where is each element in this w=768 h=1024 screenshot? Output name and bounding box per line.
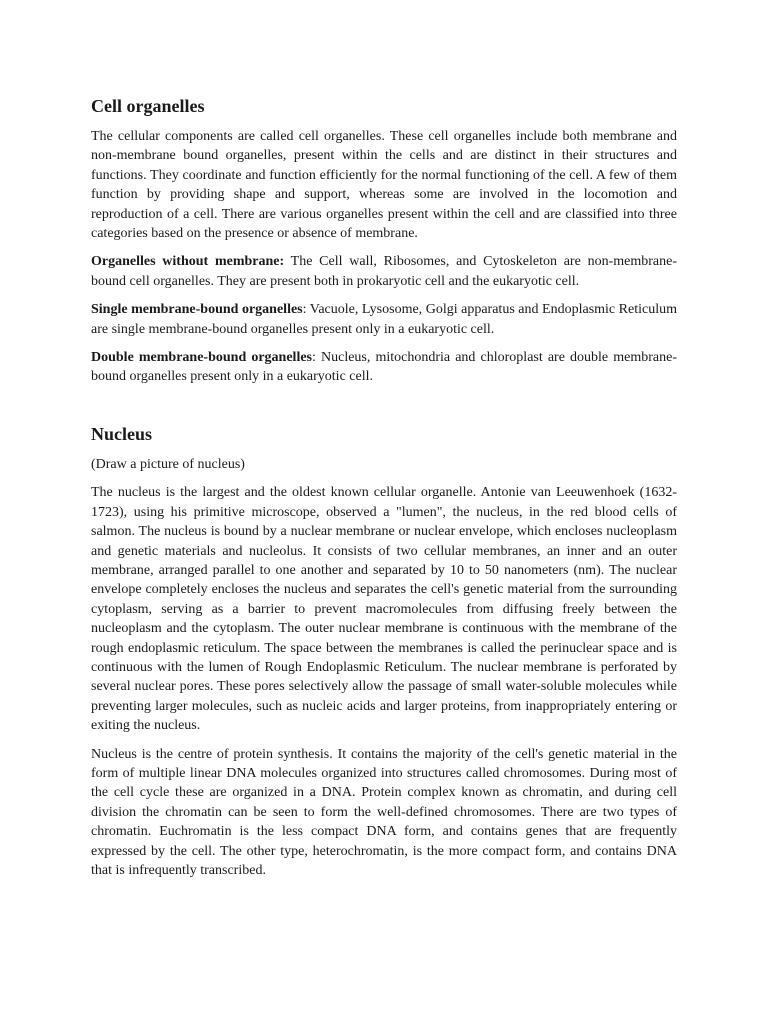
category-without-membrane — [91, 252, 677, 291]
category-text: : Vacuole, Lysosome, Golgi apparatus and Endoplasmic Reticulum are single membrane-bound organelles present only in a eukaryotic cell. — [91, 302, 677, 337]
intro-paragraph: The cellular components are called cell organelles. These cell organelles include both membrane and non-membrane bound organelles, present within the cells and are distinct in their structures and functions. They coordinate and function efficiently for the normal functioning of the cell. A few of them function by providing shape and support, whereas some are involved in the locomotion and reproduction of a cell. There are various organelles present within the cell and are classified into three categories based on the presence or absence of membrane. — [91, 129, 677, 242]
nucleus-paragraph-1: The nucleus is the largest and the oldest known cellular organelle. Antonie van Leeuwenhoek (1632-1723), using his primitive microscope, observed a "lumen", the nucleus, in the red blood cells of salmon. The nucleus is bound by a nuclear membrane or nuclear envelope, which encloses nucleoplasm and genetic materials and nucleolus. It consists of two cellular membranes, an inner and an outer membrane, arranged parallel to one another and separated by 10 to 50 nanometers (nm). The nuclear envelope completely encloses the nucleus and separates the cell's genetic material from the surrounding cytoplasm, serving as a barrier to prevent macromolecules from diffusing freely between the nucleoplasm and the cytoplasm. The outer nuclear membrane is continuous with the membrane of the rough endoplasmic reticulum. The space between the membranes is called the perinuclear space and is continuous with the lumen of Rough Endoplasmic Reticulum. The nuclear membrane is perforated by several nuclear pores. These pores selectively allow the passage of small water-soluble molecules while preventing larger molecules, such as nucleic acids and larger proteins, from inappropriately entering or exiting the nucleus. — [91, 485, 677, 734]
category-text: The Cell wall, Ribosomes, and Cytoskeleton are non-membrane-bound cell organelles. They are present both in prokaryotic cell and the eukaryotic cell. — [91, 254, 677, 289]
category-single-membrane — [91, 300, 677, 339]
section-cell-organelles — [91, 95, 677, 387]
heading-cell-organelles: Cell organelles — [91, 96, 205, 116]
nucleus-paragraph-2: Nucleus is the centre of protein synthesis. It contains the majority of the cell's genetic material in the form of multiple linear DNA molecules organized into structures called chromosomes. During most of the cell cycle these are organized in a DNA. Protein complex known as chromatin, and during cell division the chromatin can be seen to form the well-defined chromosomes. There are two types of chromatin. Euchromatin is the less compact DNA form, and contains genes that are frequently expressed by the cell. The other type, heterochromatin, is the more compact form, and contains DNA that is infrequently transcribed. — [91, 746, 677, 878]
heading-nucleus: Nucleus — [91, 423, 153, 444]
section-nucleus — [91, 423, 677, 881]
category-term: Organelles without membrane: — [91, 254, 285, 270]
drawing-note: (Draw a picture of nucleus) — [91, 456, 245, 472]
category-term: Single membrane-bound organelles — [91, 302, 303, 318]
category-double-membrane — [91, 348, 677, 387]
category-term: Double membrane-bound organelles — [91, 350, 312, 366]
category-text: : Nucleus, mitochondria and chloroplast are double membrane-bound organelles present only in a eukaryotic cell. — [91, 350, 677, 385]
